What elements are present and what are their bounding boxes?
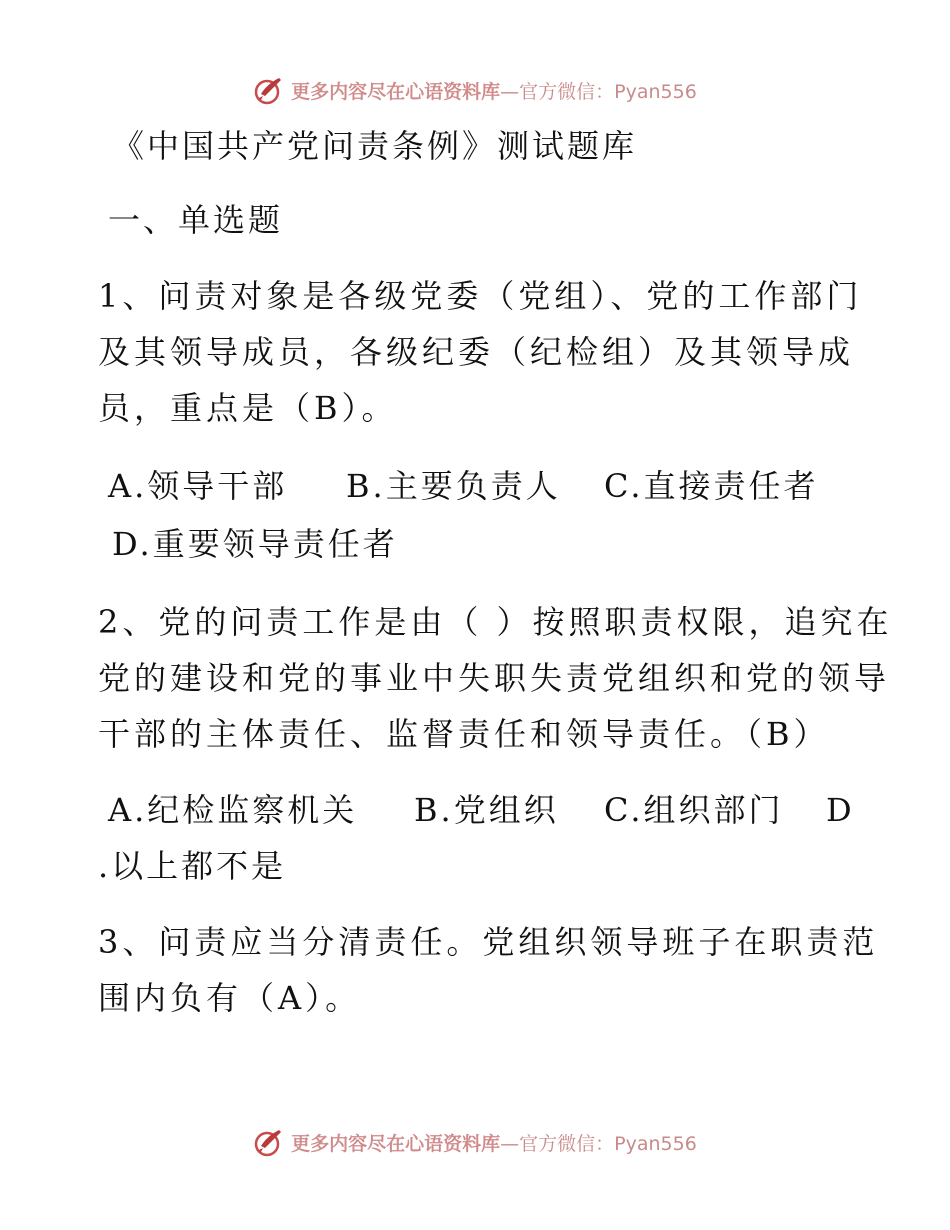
banner-content xyxy=(253,1126,697,1158)
option-d: D.重要领导责任者 xyxy=(112,525,398,563)
question-line: 围内负有（A）。 xyxy=(98,979,362,1017)
banner-text xyxy=(291,1129,697,1156)
option-c: C.组织部门 xyxy=(604,791,784,829)
header-banner xyxy=(0,70,950,110)
question-2 xyxy=(98,594,893,762)
option-c: C.直接责任者 xyxy=(604,467,819,505)
banner-text xyxy=(291,77,697,104)
question-1 xyxy=(98,268,863,436)
pen-logo-icon xyxy=(253,1126,285,1158)
document-title: 《中国共产党问责条例》测试题库 xyxy=(112,127,638,165)
option-d-prefix: D xyxy=(826,791,855,829)
footer-banner xyxy=(0,1122,950,1162)
question-3 xyxy=(98,914,879,1026)
question-line: 3、问责应当分清责任。党组织领导班子在职责范 xyxy=(98,923,879,961)
option-d-text: .以上都不是 xyxy=(98,847,287,885)
section-heading: 一、单选题 xyxy=(108,201,284,239)
banner-wechat-text: —官方微信：Pyan556 xyxy=(500,1132,697,1155)
option-a: A.纪检监察机关 xyxy=(108,791,358,829)
question-line: 及其领导成员，各级纪委（纪检组）及其领导成 xyxy=(98,333,855,371)
option-a: A.领导干部 xyxy=(108,467,288,505)
pen-logo-icon xyxy=(253,74,285,106)
banner-content xyxy=(253,74,697,106)
question-line: 1、问责对象是各级党委（党组）、党的工作部门 xyxy=(98,277,863,315)
banner-left-text: 更多内容尽在心语资料库 xyxy=(291,80,501,103)
option-b: B.主要负责人 xyxy=(346,467,561,505)
question-line: 干部的主体责任、监督责任和领导责任。（B） xyxy=(98,715,830,753)
option-b: B.党组织 xyxy=(414,791,559,829)
question-line: 2、党的问责工作是由（ ）按照职责权限，追究在 xyxy=(98,603,893,641)
question-line: 员，重点是（B）。 xyxy=(98,389,398,427)
question-line: 党的建设和党的事业中失职失责党组织和党的领导 xyxy=(98,659,891,697)
banner-wechat-text: —官方微信：Pyan556 xyxy=(500,80,697,103)
banner-left-text: 更多内容尽在心语资料库 xyxy=(291,1132,501,1155)
